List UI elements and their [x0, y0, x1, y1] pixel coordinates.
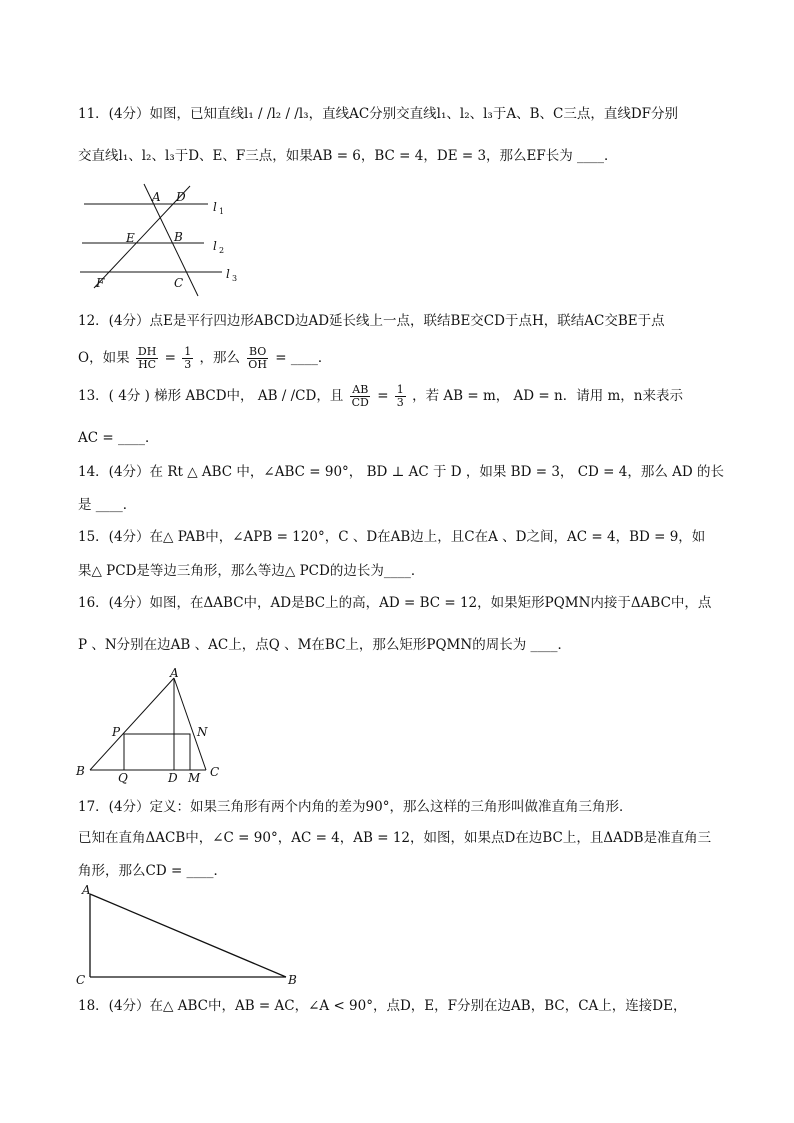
q12-equals: = [164, 350, 176, 366]
q12-frac3-den: OH [248, 358, 267, 371]
q16-line-2: P 、N分别在边AB 、AC上，点Q 、M在BC上，那么矩形PQMN的周长为 ____． [78, 637, 571, 653]
q11-line-1: 11．(4分）如图，已知直线l₁ / /l₂ / /l₃，直线AC分别交直线l₁、l₂、l₃于A、B、C三点，直线DF分别 [78, 106, 679, 122]
q13-line-2: AC = ____． [78, 430, 159, 446]
q12-frac2-den: 3 [184, 358, 192, 371]
q17-line-3: 角形，那么CD = ____． [78, 863, 228, 879]
q16-label-m: M [188, 771, 201, 785]
q11-label-a: A [152, 190, 161, 204]
q12-line-1: 12．(4分）点E是平行四边形ABCD边AD延长线上一点，联结BE交CD于点H，联结AC交BE于点 [78, 313, 665, 329]
q12-fraction-dh-hc [136, 346, 158, 371]
q12-fraction-bo-oh [246, 346, 269, 371]
q12-frac1-den: HC [138, 358, 157, 371]
q13-equals: = [377, 388, 389, 404]
q13-frac2-num: 1 [396, 383, 404, 396]
q13-frac2-den: 3 [396, 396, 404, 409]
q11-label-l1-sub: 1 [219, 207, 225, 216]
q13-fraction-one-third [395, 384, 406, 409]
q13-fraction-ab-cd [350, 384, 371, 409]
q13-line-1 [78, 382, 728, 410]
q16-label-a: A [170, 666, 179, 680]
q13-text-a: 13．( 4分 ) 梯形 ABCD中， AB / /CD，且 [78, 388, 344, 404]
q17-label-c: C [76, 973, 86, 987]
q16-label-n: N [197, 725, 208, 739]
q14-line-1: 14．(4分）在 Rt △ ABC 中，∠ABC = 90°， BD ⊥ AC 于 D ，如果 BD = 3， CD = 4，那么 AD 的长 [78, 464, 724, 480]
q12-text-a: O，如果 [78, 350, 130, 366]
q12-frac1-num: DH [137, 345, 157, 358]
q15-line-2: 果△ PCD是等边三角形，那么等边△ PCD的边长为____． [78, 563, 425, 579]
q11-label-b: B [174, 230, 183, 244]
q13-text-b: ，若 AB = m， AD = n．请用 m，n来表示 [412, 388, 683, 404]
q17-line-1: 17．(4分）定义：如果三角形有两个内角的差为90°，那么这样的三角形叫做准直角三角形． [78, 799, 633, 815]
q13-frac1-den: CD [351, 396, 369, 409]
q17-label-a: A [82, 884, 91, 897]
q11-label-l3-sub: 3 [232, 274, 238, 283]
q11-label-e: E [126, 231, 135, 245]
q16-label-b: B [76, 764, 85, 778]
q15-line-1: 15．(4分）在△ PAB中，∠APB = 120°，C 、D在AB边上，且C在A 、D之间，AC = 4，BD = 9，如 [78, 529, 706, 545]
q17-label-b: B [288, 973, 297, 987]
q11-label-l1: l [213, 200, 217, 214]
q16-label-q: Q [118, 771, 128, 785]
q11-label-c: C [174, 276, 184, 290]
q16-label-p: P [112, 725, 121, 739]
q11-label-l3: l [226, 267, 230, 281]
q18-line-1: 18．(4分）在△ ABC中，AB = AC，∠A < 90°，点D，E，F分别在边AB，BC，CA上，连接DE， [78, 998, 687, 1014]
q16-label-d: D [168, 771, 178, 785]
q12-text-b: ，那么 [199, 350, 240, 366]
q12-frac2-num: 1 [184, 345, 192, 358]
q17-line-2: 已知在直角ΔACB中，∠C = 90°，AC = 4，AB = 12，如图，如果点D在边BC上，且ΔADB是准直角三 [78, 830, 712, 846]
q16-label-c: C [210, 765, 220, 779]
q11-figure-parallel-lines [72, 180, 252, 300]
q16-figure-triangle-rectangle [72, 666, 232, 790]
q11-label-f: F [96, 276, 105, 290]
q14-line-2: 是 ____． [78, 497, 137, 513]
q12-fraction-one-third [182, 346, 193, 371]
q12-frac3-num: BO [248, 345, 267, 358]
q11-label-l2-sub: 2 [219, 246, 225, 255]
q13-frac1-num: AB [352, 383, 369, 396]
q16-line-1: 16．(4分）如图，在ΔABC中，AD是BC上的高，AD = BC = 12，如果矩形PQMN内接于ΔABC中，点 [78, 595, 712, 611]
q17-figure-right-triangle [72, 884, 312, 988]
q12-line-2 [78, 344, 728, 372]
q11-line-2: 交直线l₁、l₂、l₃于D、E、F三点，如果AB = 6，BC = 4，DE = 3，那么EF长为 ____． [78, 148, 618, 164]
q12-text-c: = ____． [275, 350, 332, 366]
q11-label-d: D [176, 190, 186, 204]
q11-label-l2: l [213, 239, 217, 253]
